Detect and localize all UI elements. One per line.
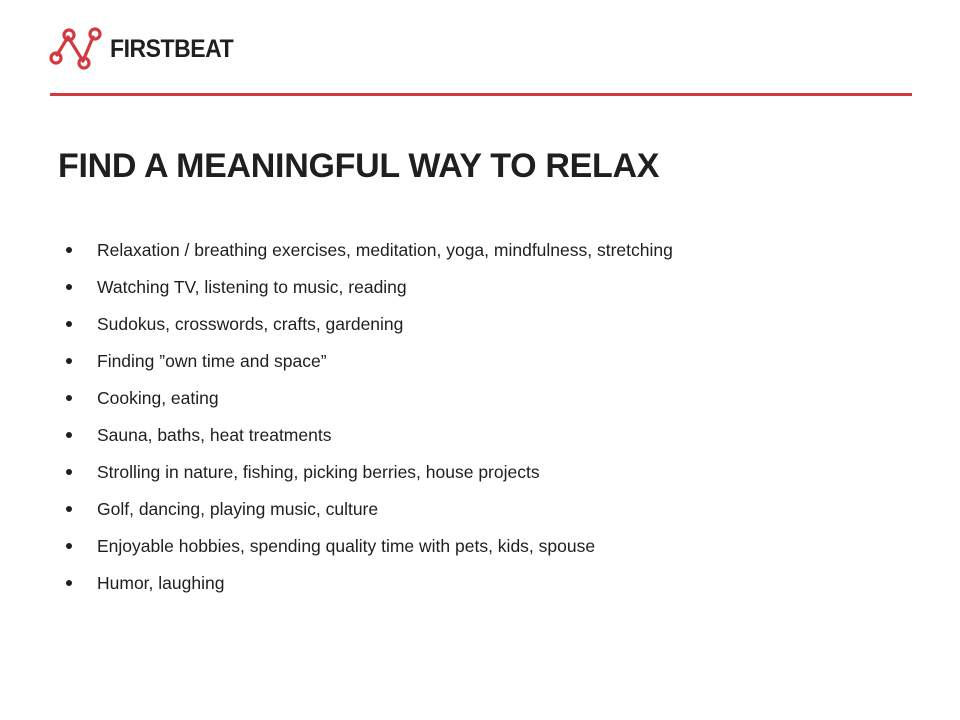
bullet-dot-icon: [66, 321, 72, 327]
bullet-item: [66, 273, 673, 310]
bullet-dot-icon: [66, 247, 72, 253]
bullet-dot-icon: [66, 395, 72, 401]
brand-logo: [48, 26, 244, 72]
bullet-item: [66, 310, 673, 347]
bullet-item: [66, 347, 673, 384]
bullet-text: Humor, laughing: [97, 573, 225, 593]
bullet-list: [66, 236, 673, 606]
bullet-dot-icon: [66, 580, 72, 586]
bullet-item: [66, 532, 673, 569]
slide-title: FIND A MEANINGFUL WAY TO RELAX: [58, 147, 660, 185]
bullet-text: Relaxation / breathing exercises, meditation, yoga, mindfulness, stretching: [97, 240, 673, 260]
bullet-text: Cooking, eating: [97, 388, 219, 408]
bullet-dot-icon: [66, 543, 72, 549]
bullet-item: [66, 458, 673, 495]
bullet-dot-icon: [66, 506, 72, 512]
bullet-item: [66, 421, 673, 458]
bullet-dot-icon: [66, 284, 72, 290]
bullet-text: Enjoyable hobbies, spending quality time with pets, kids, spouse: [97, 536, 596, 556]
bullet-item: [66, 384, 673, 421]
bullet-text: Watching TV, listening to music, reading: [97, 277, 407, 297]
bullet-text: Golf, dancing, playing music, culture: [97, 499, 379, 519]
bullet-text: Sudokus, crosswords, crafts, gardening: [97, 314, 404, 334]
bullet-text: Sauna, baths, heat treatments: [97, 425, 332, 445]
bullet-dot-icon: [66, 432, 72, 438]
bullet-text: Finding ”own time and space”: [97, 351, 327, 371]
header-divider: [50, 93, 912, 96]
bullet-dot-icon: [66, 358, 72, 364]
firstbeat-nodes-icon: [48, 26, 106, 72]
bullet-dot-icon: [66, 469, 72, 475]
bullet-item: [66, 495, 673, 532]
bullet-text: Strolling in nature, fishing, picking berries, house projects: [97, 462, 540, 482]
brand-name: FIRSTBEAT: [110, 34, 234, 63]
bullet-item: [66, 236, 673, 273]
bullet-item: [66, 569, 673, 606]
